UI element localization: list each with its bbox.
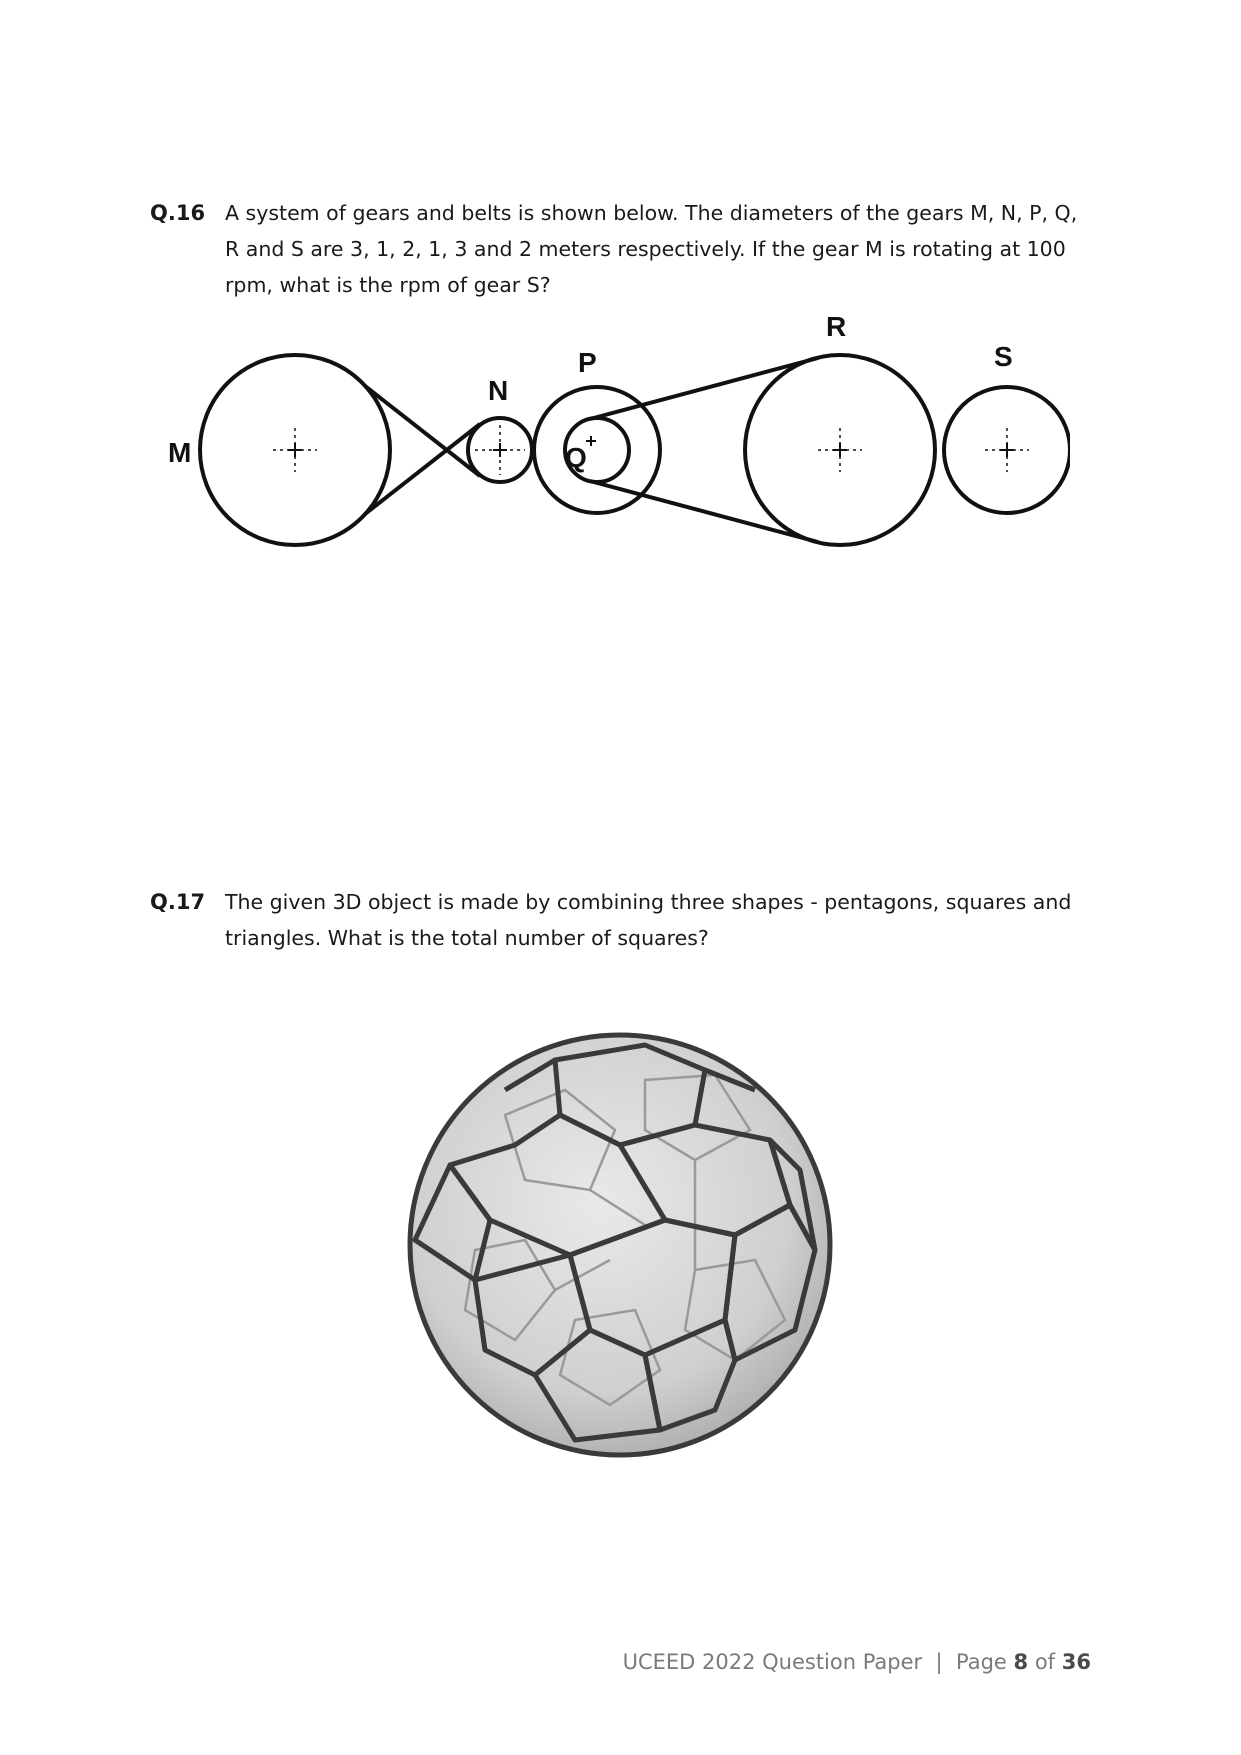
crossed-belt-m-n bbox=[365, 386, 480, 514]
page-footer bbox=[623, 1650, 1091, 1674]
label-n: N bbox=[488, 375, 509, 406]
label-r: R bbox=[826, 311, 847, 342]
label-s: S bbox=[994, 341, 1013, 372]
footer-separator: | bbox=[935, 1650, 943, 1674]
question-text: A system of gears and belts is shown below. The diameters of the gears M, N, P, Q, R and S are 3, 1, 2, 1, 3 and 2 meters respectively. If the gear M is rotating at 100 rpm, what is the rpm of gear S? bbox=[225, 201, 1078, 297]
gear-belt-diagram bbox=[160, 310, 1070, 560]
open-belt-q-r bbox=[590, 358, 818, 542]
footer-title: UCEED 2022 Question Paper bbox=[622, 1650, 923, 1674]
label-m: M bbox=[168, 437, 192, 468]
footer-page-current: 8 bbox=[1013, 1650, 1029, 1674]
label-q: Q bbox=[565, 442, 587, 473]
footer-page-label: Page bbox=[955, 1650, 1007, 1674]
question-text: The given 3D object is made by combining three shapes - pentagons, squares and triangles. What is the total number of squares? bbox=[225, 890, 1072, 950]
footer-page-total: 36 bbox=[1061, 1650, 1091, 1674]
question-number: Q.17 bbox=[150, 890, 206, 914]
footer-of-label: of bbox=[1034, 1650, 1056, 1674]
polyhedron-image bbox=[395, 1020, 845, 1470]
question-number: Q.16 bbox=[150, 201, 206, 225]
label-p: P bbox=[578, 347, 597, 378]
